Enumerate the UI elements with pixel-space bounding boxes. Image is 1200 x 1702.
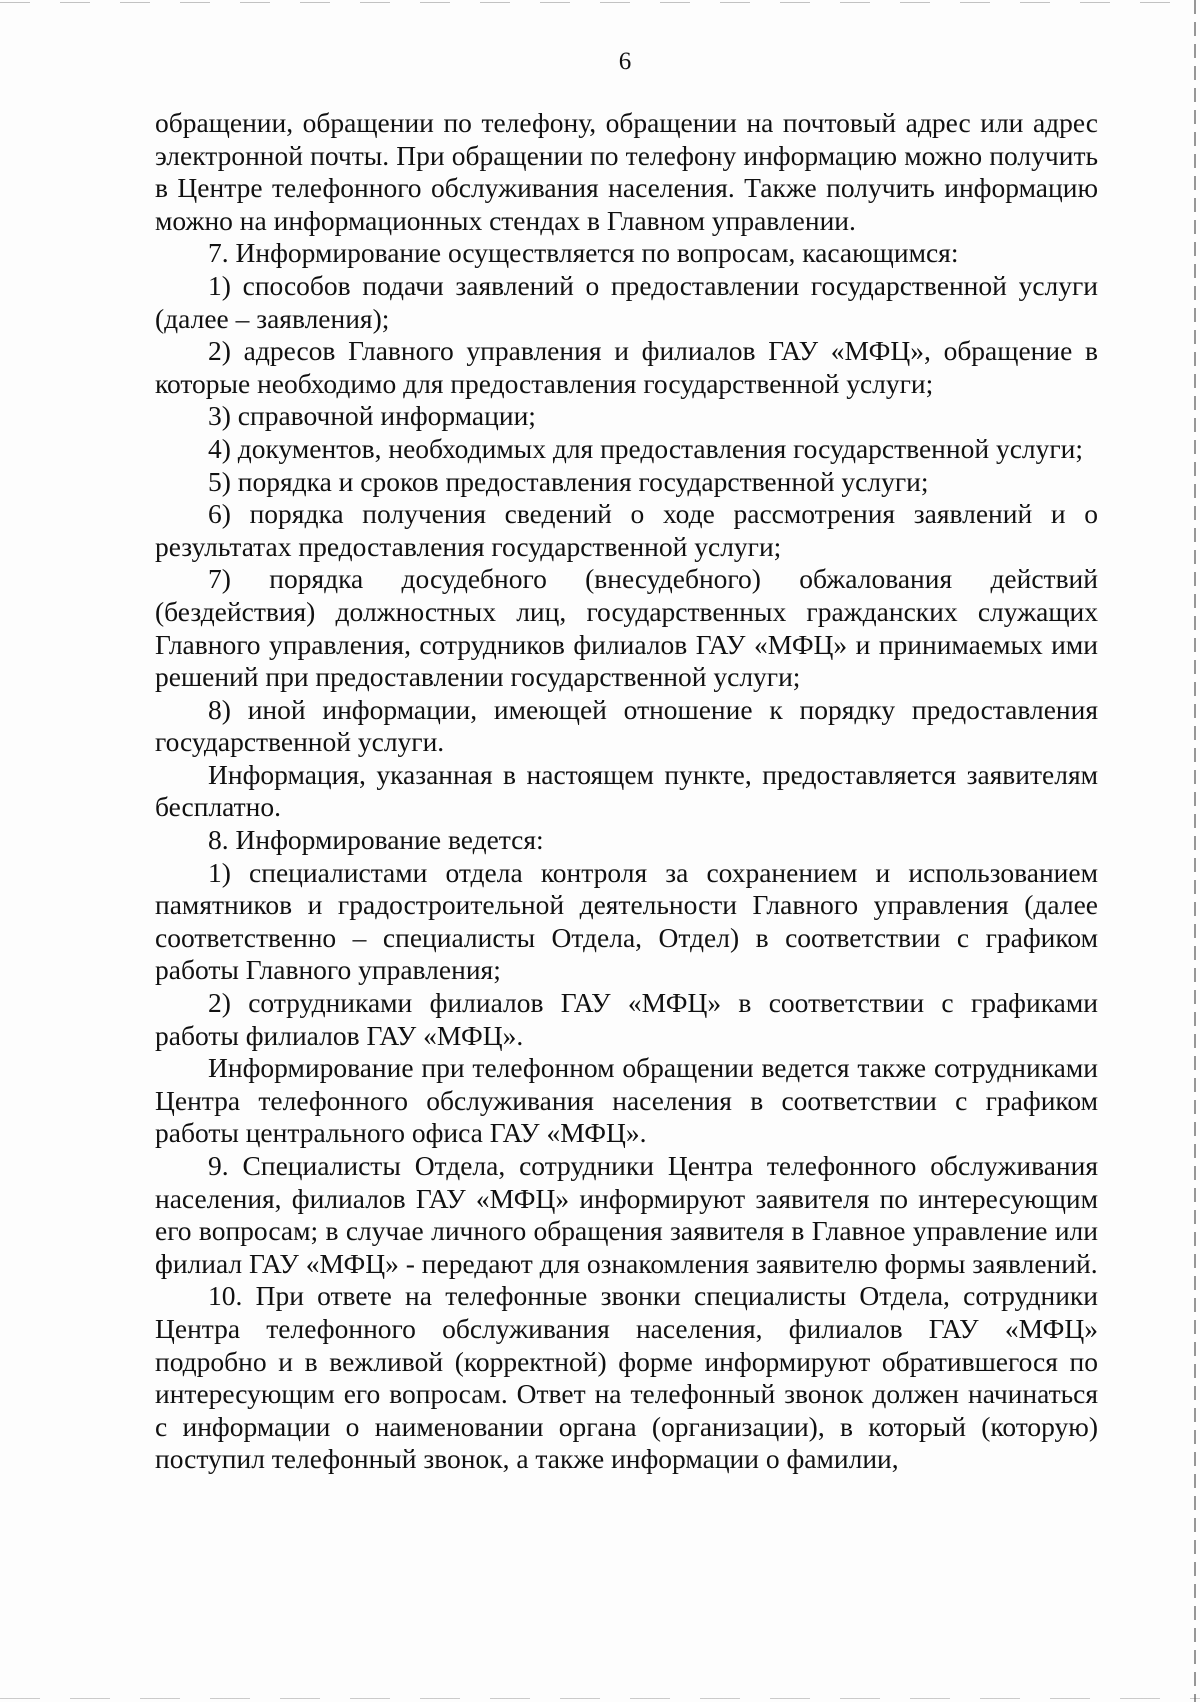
paragraph-7-item-5: 5) порядка и сроков предоставления государственной услуги; [208, 465, 929, 497]
page-number: 6 [618, 48, 632, 75]
paragraph-section-7: 7. Информирование осуществляется по вопросам, касающимся: [208, 237, 959, 269]
paragraph-continuation: обращении, обращении по телефону, обращении на почтовый адрес или адрес электронной почты. При обращении по телефону информацию можно получить в Центре телефонного обслуживания населения. Также получить информацию можно на информационных стендах в Главном управлении. [155, 107, 1098, 236]
scan-edge-top [0, 2, 1200, 3]
paragraph-7-item-8: 8) иной информации, имеющей отношение к порядку предоставления государственной услуги. [155, 693, 1098, 758]
paragraph-7-item-3: 3) справочной информации; [208, 400, 536, 432]
paragraph-7-item-2: 2) адресов Главного управления и филиалов ГАУ «МФЦ», обращение в которые необходимо для предоставления государственной услуги; [155, 335, 1098, 399]
paragraph-7-note: Информация, указанная в настоящем пункте, предоставляется заявителям бесплатно. [155, 758, 1098, 823]
paragraph-section-8: 8. Информирование ведется: [208, 824, 544, 856]
paragraph-7-item-4: 4) документов, необходимых для предоставления государственной услуги; [208, 432, 1084, 464]
document-body [155, 107, 1098, 1476]
paragraph-7-item-1: 1) способов подачи заявлений о предоставлении государственной услуги (далее – заявления); [155, 269, 1098, 334]
paragraph-8-note: Информирование при телефонном обращении ведется также сотрудниками Центра телефонного обслуживания населения в соответствии с графиком работы центрального офиса ГАУ «МФЦ». [155, 1052, 1098, 1149]
paragraph-section-10: 10. При ответе на телефонные звонки специалисты Отдела, сотрудники Центра телефонного обслуживания населения, филиалов ГАУ «МФЦ» подробно и в вежливой (корректной) форме информируют обратившегося по интересующим его вопросам. Ответ на телефонный звонок должен начинаться с информации о наименовании органа (организации), в который (которую) поступил телефонный звонок, а также информации о фамилии, [155, 1280, 1098, 1475]
paragraph-8-item-1: 1) специалистами отдела контроля за сохранением и использованием памятников и градостроительной деятельности Главного управления (далее соответственно – специалисты Отдела, Отдел) в соответствии с графиком работы Главного управления; [155, 856, 1098, 986]
paragraph-7-item-6: 6) порядка получения сведений о ходе рассмотрения заявлений и о результатах предоставления государственной услуги; [155, 498, 1098, 562]
paragraph-7-item-7: 7) порядка досудебного (внесудебного) обжалования действий (бездействия) должностных лиц, государственных гражданских служащих Главного управления, сотрудников филиалов ГАУ «МФЦ» и принимаемых ими решений при предоставлении государственной услуги; [155, 563, 1098, 693]
scan-edge-bottom [0, 1698, 1200, 1699]
scan-edge-right [1194, 0, 1196, 1702]
paragraph-8-item-2: 2) сотрудниками филиалов ГАУ «МФЦ» в соответствии с графиками работы филиалов ГАУ «МФЦ». [155, 987, 1098, 1051]
paragraph-section-9: 9. Специалисты Отдела, сотрудники Центра телефонного обслуживания населения, филиалов ГАУ «МФЦ» информируют заявителя по интересующим его вопросам; в случае личного обращения заявителя в Главное управление или филиал ГАУ «МФЦ» - передают для ознакомления заявителю формы заявлений. [155, 1150, 1098, 1279]
